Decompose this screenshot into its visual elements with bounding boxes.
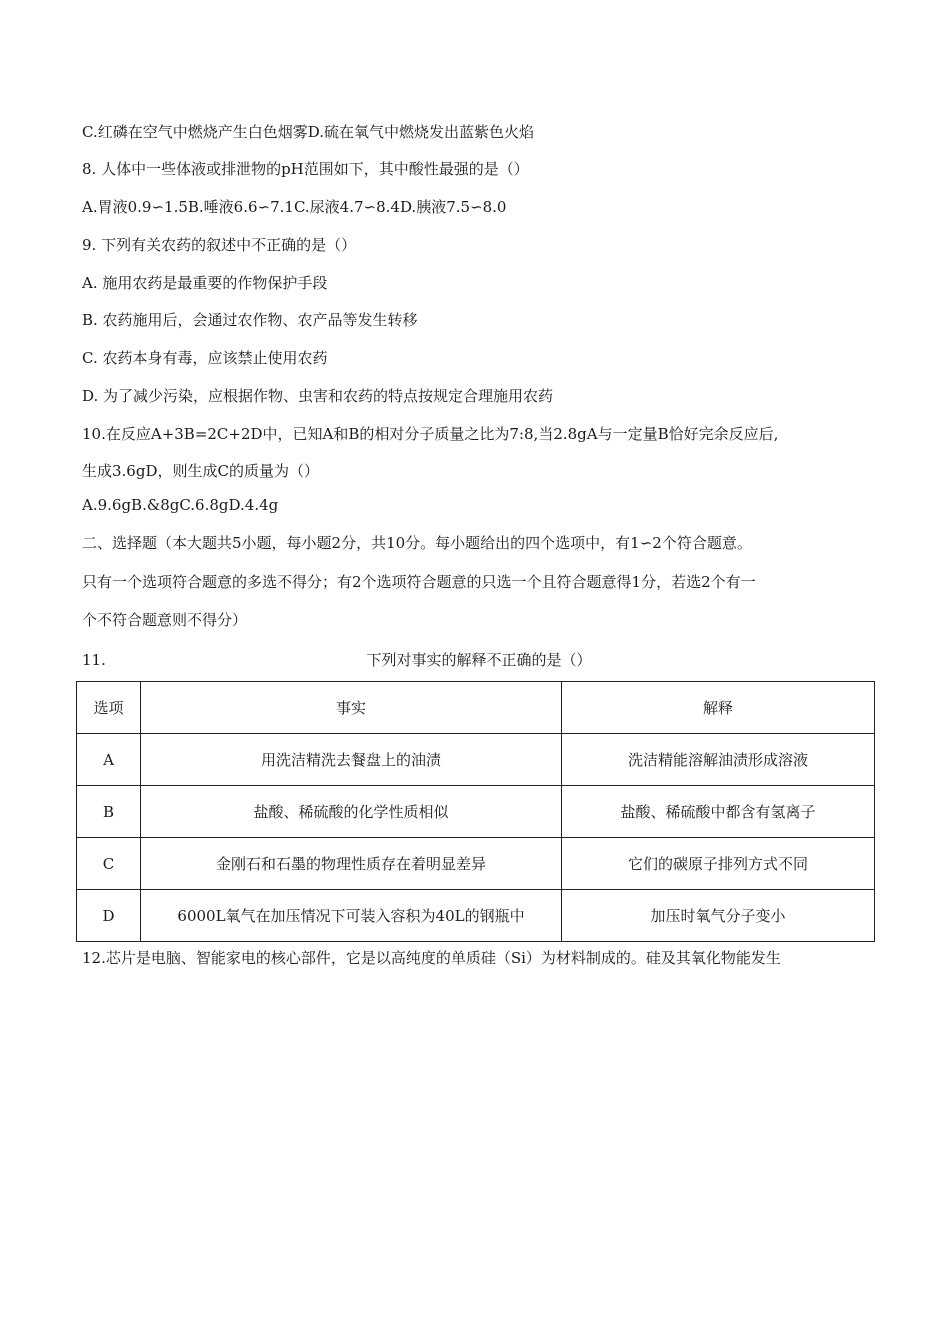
- table-cell-fact: 用洗洁精洗去餐盘上的油渍: [141, 734, 562, 786]
- table-cell-explanation: 盐酸、稀硫酸中都含有氢离子: [562, 786, 875, 838]
- section-2-instructions-2: 只有一个选项符合题意的多选不得分；有2个选项符合题意的只选一个且符合题意得1分，若选2个有一: [82, 573, 756, 591]
- question-9-option-d: D. 为了减少污染，应根据作物、虫害和农药的特点按规定合理施用农药: [82, 387, 554, 405]
- question-8-stem: 8. 人体中一些体液或排泄物的pH范围如下，其中酸性最强的是（）: [82, 160, 529, 178]
- question-9-option-a: A. 施用农药是最重要的作物保护手段: [82, 274, 328, 292]
- table-cell-fact: 金刚石和石墨的物理性质存在着明显差异: [141, 838, 562, 890]
- table-header-row: [77, 682, 875, 734]
- table-row: [77, 890, 875, 942]
- question-9-option-c: C. 农药本身有毒，应该禁止使用农药: [82, 349, 328, 367]
- question-10-stem-2: 生成3.6gD，则生成C的质量为（）: [82, 462, 319, 480]
- table-header-fact: 事实: [141, 682, 562, 734]
- question-9-stem: 9. 下列有关农药的叙述中不正确的是（）: [82, 236, 357, 254]
- table-cell-fact: 盐酸、稀硫酸的化学性质相似: [141, 786, 562, 838]
- question-11-text: 下列对事实的解释不正确的是（）: [366, 651, 592, 669]
- table-row: [77, 734, 875, 786]
- section-2-instructions-1: 二、选择题（本大题共5小题，每小题2分，共10分。每小题给出的四个选项中，有1∽2个符合题意。: [82, 534, 752, 552]
- table-cell-option: D: [77, 890, 141, 942]
- question-11-number: 11.: [82, 651, 106, 669]
- table-cell-explanation: 洗洁精能溶解油渍形成溶液: [562, 734, 875, 786]
- table-cell-option: C: [77, 838, 141, 890]
- table-row: [77, 786, 875, 838]
- question-11-table: [76, 681, 875, 942]
- table-header-explanation: 解释: [562, 682, 875, 734]
- question-9-option-b: B. 农药施用后，会通过农作物、农产品等发生转移: [82, 311, 418, 329]
- section-2-instructions-3: 个不符合题意则不得分）: [82, 611, 248, 629]
- question-11-stem: [82, 650, 876, 670]
- table-cell-option: A: [77, 734, 141, 786]
- question-8-options: A.胃液0.9∽1.5B.唾液6.6∽7.1C.尿液4.7∽8.4D.胰液7.5∽8.0: [82, 198, 507, 216]
- table-cell-fact: 6000L氧气在加压情况下可装入容积为40L的钢瓶中: [141, 890, 562, 942]
- question-10-options: A.9.6gB.&8gC.6.8gD.4.4g: [82, 496, 279, 514]
- table-cell-explanation: 加压时氧气分子变小: [562, 890, 875, 942]
- table-cell-option: B: [77, 786, 141, 838]
- question-12-stem: 12.芯片是电脑、智能家电的核心部件，它是以高纯度的单质硅（Si）为材料制成的。硅及其氧化物能发生: [82, 949, 781, 967]
- table-cell-explanation: 它们的碳原子排列方式不同: [562, 838, 875, 890]
- table-header-option: 选项: [77, 682, 141, 734]
- question-10-stem-1: 10.在反应A+3B=2C+2D中，已知A和B的相对分子质量之比为7:8,当2.8gA与一定量B恰好完余反应后,: [82, 425, 779, 443]
- table-row: [77, 838, 875, 890]
- line-7cd: C.红磷在空气中燃烧产生白色烟雾D.硫在氧气中燃烧发出蓝紫色火焰: [82, 123, 534, 141]
